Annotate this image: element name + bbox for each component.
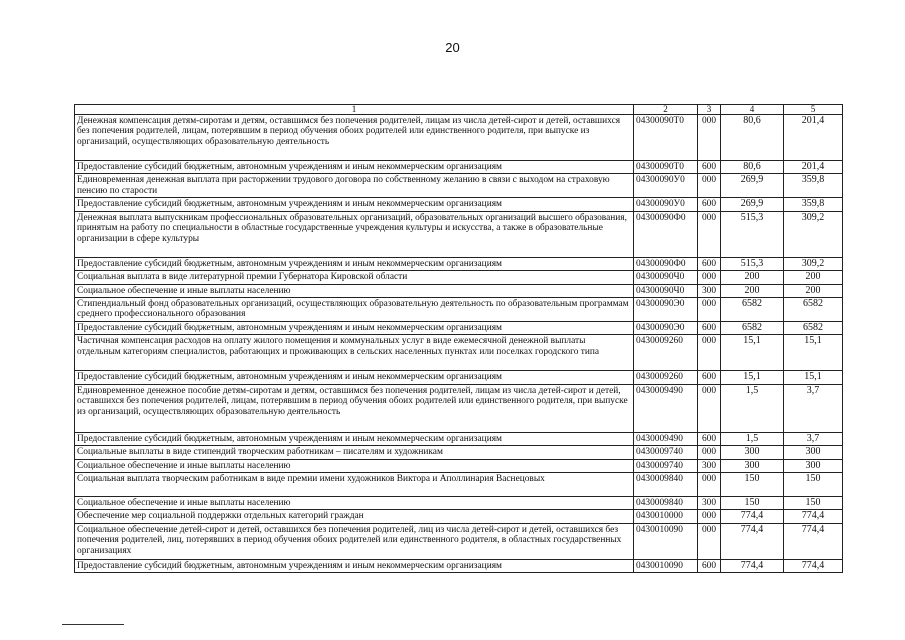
table-row bbox=[75, 174, 843, 198]
row-value-col5: 200 bbox=[784, 271, 843, 284]
row-code-cell: 04300090Ч0 bbox=[634, 271, 698, 284]
row-code-cell: 0430009740 bbox=[634, 459, 698, 472]
row-type-cell: 000 bbox=[698, 174, 721, 198]
row-value-col4: 515,3 bbox=[721, 211, 784, 257]
row-value-col5: 774,4 bbox=[784, 510, 843, 523]
row-type-cell: 300 bbox=[698, 459, 721, 472]
column-header-4: 4 bbox=[721, 105, 784, 115]
column-header-1: 1 bbox=[75, 105, 634, 115]
row-value-col4: 6582 bbox=[721, 298, 784, 322]
row-value-col4: 774,4 bbox=[721, 559, 784, 572]
table-row bbox=[75, 559, 843, 572]
row-name-cell: Социальное обеспечение и иные выплаты населению bbox=[75, 497, 634, 510]
row-value-col4: 1,5 bbox=[721, 432, 784, 445]
row-name-cell: Предоставление субсидий бюджетным, автономным учреждениям и иным некоммерческим организациям bbox=[75, 432, 634, 445]
row-name-cell: Социальная выплата в виде литературной премии Губернатора Кировской области bbox=[75, 271, 634, 284]
row-value-col4: 774,4 bbox=[721, 523, 784, 559]
table-row bbox=[75, 198, 843, 211]
table-row bbox=[75, 322, 843, 335]
table-row bbox=[75, 257, 843, 270]
page-number: 20 bbox=[445, 40, 460, 55]
row-code-cell: 0430010090 bbox=[634, 523, 698, 559]
table-row bbox=[75, 459, 843, 472]
row-name-cell: Предоставление субсидий бюджетным, автономным учреждениям и иным некоммерческим организациям bbox=[75, 257, 634, 270]
row-value-col5: 3,7 bbox=[784, 432, 843, 445]
row-value-col4: 150 bbox=[721, 497, 784, 510]
row-type-cell: 000 bbox=[698, 446, 721, 459]
row-code-cell: 04300090Т0 bbox=[634, 115, 698, 161]
row-value-col5: 774,4 bbox=[784, 559, 843, 572]
row-value-col5: 774,4 bbox=[784, 523, 843, 559]
row-value-col4: 80,6 bbox=[721, 161, 784, 174]
table-row bbox=[75, 446, 843, 459]
row-name-cell: Социальная выплата творческим работникам в виде премии имени художников Виктора и Аполлинария Васнецовых bbox=[75, 473, 634, 497]
row-name-cell: Предоставление субсидий бюджетным, автономным учреждениям и иным некоммерческим организациям bbox=[75, 198, 634, 211]
row-value-col4: 15,1 bbox=[721, 335, 784, 371]
row-name-cell: Денежная выплата выпускникам профессиональных образовательных организаций, образовательных организаций высшего образования, принятым на работу по специальности в областные государственные учреждения культуры и искусства, а также в образовательные организации в сфере культуры bbox=[75, 211, 634, 257]
row-code-cell: 0430010000 bbox=[634, 510, 698, 523]
row-value-col5: 300 bbox=[784, 446, 843, 459]
table-row bbox=[75, 335, 843, 371]
table-row bbox=[75, 473, 843, 497]
row-name-cell: Предоставление субсидий бюджетным, автономным учреждениям и иным некоммерческим организациям bbox=[75, 371, 634, 384]
row-type-cell: 600 bbox=[698, 257, 721, 270]
table-row bbox=[75, 211, 843, 257]
row-type-cell: 000 bbox=[698, 473, 721, 497]
row-value-col4: 6582 bbox=[721, 322, 784, 335]
row-name-cell: Социальное обеспечение и иные выплаты населению bbox=[75, 459, 634, 472]
row-type-cell: 600 bbox=[698, 432, 721, 445]
table-row bbox=[75, 115, 843, 161]
row-code-cell: 0430010090 bbox=[634, 559, 698, 572]
row-value-col4: 269,9 bbox=[721, 198, 784, 211]
row-code-cell: 04300090Ф0 bbox=[634, 257, 698, 270]
row-value-col4: 300 bbox=[721, 459, 784, 472]
row-value-col5: 3,7 bbox=[784, 384, 843, 432]
row-name-cell: Единовременное денежное пособие детям-сиротам и детям, оставшимся без попечения родителей, лицам из числа детей-сирот и детей, оставшихся без попечения родителей, лицам, потерявшим в период обучения обоих родителей или единственного родителя, при выпуске из организаций, осуществляющих образовательную деятельность bbox=[75, 384, 634, 432]
row-type-cell: 000 bbox=[698, 384, 721, 432]
row-value-col4: 515,3 bbox=[721, 257, 784, 270]
row-name-cell: Социальное обеспечение и иные выплаты населению bbox=[75, 284, 634, 297]
row-type-cell: 300 bbox=[698, 497, 721, 510]
table-row bbox=[75, 510, 843, 523]
row-type-cell: 300 bbox=[698, 284, 721, 297]
row-type-cell: 000 bbox=[698, 115, 721, 161]
column-header-3: 3 bbox=[698, 105, 721, 115]
row-value-col5: 6582 bbox=[784, 298, 843, 322]
row-name-cell: Денежная компенсация детям-сиротам и детям, оставшимся без попечения родителей, лицам из числа детей-сирот и детей, оставшихся без попечения родителей, лицам, потерявшим в период обучения обоих родителей или единственного родителя, при выпуске из организаций, осуществляющих образовательную деятельность bbox=[75, 115, 634, 161]
table-row bbox=[75, 497, 843, 510]
row-type-cell: 000 bbox=[698, 335, 721, 371]
row-code-cell: 04300090У0 bbox=[634, 174, 698, 198]
row-value-col5: 150 bbox=[784, 473, 843, 497]
row-value-col5: 201,4 bbox=[784, 161, 843, 174]
row-value-col5: 6582 bbox=[784, 322, 843, 335]
row-type-cell: 000 bbox=[698, 510, 721, 523]
row-value-col4: 269,9 bbox=[721, 174, 784, 198]
row-name-cell: Социальные выплаты в виде стипендий творческим работникам – писателям и художникам bbox=[75, 446, 634, 459]
row-value-col5: 309,2 bbox=[784, 257, 843, 270]
row-value-col4: 200 bbox=[721, 271, 784, 284]
row-code-cell: 04300090Э0 bbox=[634, 298, 698, 322]
row-type-cell: 600 bbox=[698, 198, 721, 211]
row-value-col5: 359,8 bbox=[784, 174, 843, 198]
row-value-col4: 774,4 bbox=[721, 510, 784, 523]
row-code-cell: 0430009740 bbox=[634, 446, 698, 459]
row-type-cell: 000 bbox=[698, 298, 721, 322]
row-name-cell: Социальное обеспечение детей-сирот и детей, оставшихся без попечения родителей, лиц из числа детей-сирот и детей, оставшихся без попечения родителей, лиц, потерявших в период обучения обоих родителей или единственного родителя, в областных государственных организациях bbox=[75, 523, 634, 559]
row-code-cell: 04300090Т0 bbox=[634, 161, 698, 174]
row-name-cell: Предоставление субсидий бюджетным, автономным учреждениям и иным некоммерческим организациям bbox=[75, 161, 634, 174]
column-header-5: 5 bbox=[784, 105, 843, 115]
table-row bbox=[75, 271, 843, 284]
row-code-cell: 04300090Ф0 bbox=[634, 211, 698, 257]
table-row bbox=[75, 161, 843, 174]
table-row bbox=[75, 298, 843, 322]
row-code-cell: 0430009840 bbox=[634, 473, 698, 497]
row-code-cell: 04300090У0 bbox=[634, 198, 698, 211]
row-code-cell: 04300090Ч0 bbox=[634, 284, 698, 297]
row-name-cell: Частичная компенсация расходов на оплату жилого помещения и коммунальных услуг в виде ежемесячной денежной выплаты отдельным категориям специалистов, работающих и проживающих в сельских населенных пунктах или поселках городского типа bbox=[75, 335, 634, 371]
row-value-col5: 359,8 bbox=[784, 198, 843, 211]
column-header-2: 2 bbox=[634, 105, 698, 115]
row-type-cell: 600 bbox=[698, 371, 721, 384]
row-code-cell: 0430009260 bbox=[634, 335, 698, 371]
row-value-col4: 200 bbox=[721, 284, 784, 297]
row-value-col4: 1,5 bbox=[721, 384, 784, 432]
row-value-col4: 300 bbox=[721, 446, 784, 459]
row-name-cell: Обеспечение мер социальной поддержки отдельных категорий граждан bbox=[75, 510, 634, 523]
row-value-col5: 201,4 bbox=[784, 115, 843, 161]
row-code-cell: 0430009490 bbox=[634, 432, 698, 445]
row-value-col5: 150 bbox=[784, 497, 843, 510]
row-value-col5: 200 bbox=[784, 284, 843, 297]
row-name-cell: Предоставление субсидий бюджетным, автономным учреждениям и иным некоммерческим организациям bbox=[75, 559, 634, 572]
row-value-col5: 309,2 bbox=[784, 211, 843, 257]
row-type-cell: 000 bbox=[698, 211, 721, 257]
row-type-cell: 600 bbox=[698, 559, 721, 572]
row-code-cell: 04300090Э0 bbox=[634, 322, 698, 335]
table-row bbox=[75, 384, 843, 432]
row-name-cell: Единовременная денежная выплата при расторжении трудового договора по собственному желанию в связи с выходом на страховую пенсию по старости bbox=[75, 174, 634, 198]
row-value-col4: 80,6 bbox=[721, 115, 784, 161]
row-name-cell: Предоставление субсидий бюджетным, автономным учреждениям и иным некоммерческим организациям bbox=[75, 322, 634, 335]
table-row bbox=[75, 432, 843, 445]
row-code-cell: 0430009490 bbox=[634, 384, 698, 432]
row-type-cell: 600 bbox=[698, 161, 721, 174]
table-row bbox=[75, 371, 843, 384]
row-type-cell: 000 bbox=[698, 271, 721, 284]
row-type-cell: 600 bbox=[698, 322, 721, 335]
row-value-col5: 300 bbox=[784, 459, 843, 472]
table-row bbox=[75, 523, 843, 559]
table-row bbox=[75, 284, 843, 297]
table-header-row bbox=[75, 105, 843, 115]
row-code-cell: 0430009260 bbox=[634, 371, 698, 384]
row-code-cell: 0430009840 bbox=[634, 497, 698, 510]
footer-divider bbox=[62, 624, 124, 625]
row-value-col5: 15,1 bbox=[784, 371, 843, 384]
row-name-cell: Стипендиальный фонд образовательных организаций, осуществляющих образовательную деятельность по образовательным программам среднего профессионального образования bbox=[75, 298, 634, 322]
budget-table bbox=[74, 104, 843, 573]
row-value-col4: 15,1 bbox=[721, 371, 784, 384]
row-type-cell: 000 bbox=[698, 523, 721, 559]
row-value-col5: 15,1 bbox=[784, 335, 843, 371]
row-value-col4: 150 bbox=[721, 473, 784, 497]
